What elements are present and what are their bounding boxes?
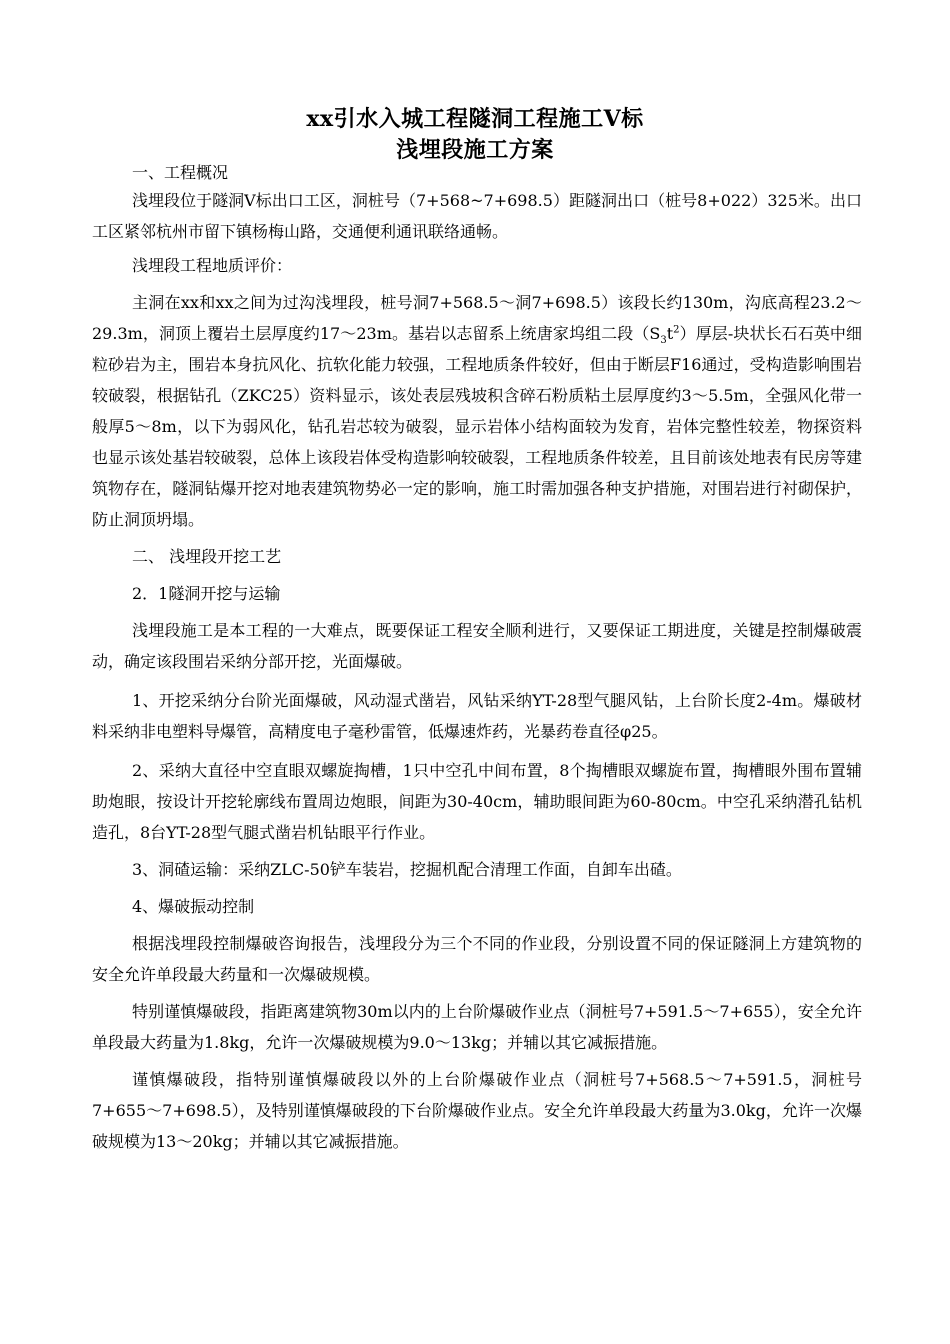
document-title-line2: 浅埋段施工方案 [396,137,554,163]
paragraph-special-caution: 特别谨慎爆破段，指距离建筑物30m以内的上台阶爆破作业点（洞桩号7+591.5～7+655），安全允许单段最大药量为1.8kg，允许一次爆破规模为9.0～13kg；并辅以其它减振措施。 [92,1002,862,1052]
paragraph-blast-report: 根据浅埋段控制爆破咨询报告，浅埋段分为三个不同的作业段，分别设置不同的保证隧洞上方建筑物的安全允许单段最大药量和一次爆破规模。 [92,934,862,984]
paragraph-item-1: 1、开挖采纳分台阶光面爆破，风动湿式凿岩，风钻采纳YT-28型气腿风钻，上台阶长度2-4m。爆破材料采纳非电塑料导爆管，高精度电子毫秒雷管，低爆速炸药，光暴药卷直径φ25。 [92,691,862,741]
formation-letter: t [666,324,674,343]
paragraph-item-2: 2、采纳大直径中空直眼双螺旋掏槽，1只中空孔中间布置，8个掏槽眼双螺旋布置，掏槽眼外围布置辅助炮眼，按设计开挖轮廓线布置周边炮眼，间距为30-40cm，辅助眼间距为60-80cm。中空孔采纳潜孔钻机造孔，8台YT-28型气腿式凿岩机钻眼平行作业。 [92,761,862,842]
document-body [92,160,862,1157]
paragraph-caution: 谨慎爆破段，指特别谨慎爆破段以外的上台阶爆破作业点（洞桩号7+568.5～7+591.5，洞桩号7+655～7+698.5），及特别谨慎爆破段的下台阶爆破作业点。安全允许单段最大药量为3.0kg，允许一次爆破规模为13～20kg；并辅以其它减振措施。 [92,1070,862,1151]
section-heading-overview: 一、工程概况 [132,163,229,182]
paragraph-location: 浅埋段位于隧洞Ⅴ标出口工区，洞桩号（7+568~7+698.5）距隧洞出口（桩号8+022）325米。出口工区紧邻杭州市留下镇杨梅山路，交通便利通讯联络通畅。 [92,191,862,241]
formation-superscript: 2 [673,324,680,336]
geology-text-part2: ）厚层-块状长石石英中细粒砂岩为主，围岩本身抗风化、抗软化能力较强，工程地质条件较好，但由于断层F16通过，受构造影响围岩较破裂，根据钻孔（ZKC25）资料显示，该处表层残坡积含碎石粉质粘土层厚度约3～5.5m，全强风化带一般厚5～8m，以下为弱风化，钻孔岩芯较为破裂，显示岩体小结构面较为发育，岩体完整性较差，物探资料也显示该处基岩较破裂，总体上该段岩体受构造影响较破裂，工程地质条件较差，且目前该处地表有民房等建筑物存在，隧洞钻爆开挖对地表建筑物势必一定的影响，施工时需加强各种支护措施，对围岩进行衬砌保护，防止洞顶坍塌。 [92,324,862,529]
document-title-line1: xx引水入城工程隧洞工程施工Ⅴ标 [306,106,644,132]
geology-text-part1: 主洞在xx和xx之间为过沟浅埋段，桩号洞7+568.5～洞7+698.5）该段长约130m，沟底高程23.2～29.3m，洞顶上覆岩土层厚度约17～23m。基岩以志留系上统唐家坞组二段（S [92,293,862,343]
paragraph-difficulty: 浅埋段施工是本工程的一大难点，既要保证工程安全顺利进行，又要保证工期进度，关键是控制爆破震动，确定该段围岩采纳分部开挖，光面爆破。 [92,621,862,671]
section-heading-excavation: 二、 浅埋段开挖工艺 [132,547,282,566]
subsection-heading-tunnel-excavation: 2．1隧洞开挖与运输 [132,584,281,603]
paragraph-item-4: 4、爆破振动控制 [132,897,255,916]
paragraph-item-3: 3、洞碴运输：采纳ZLC-50铲车装岩，挖掘机配合清理工作面，自卸车出碴。 [132,860,682,879]
paragraph-geology [92,287,862,535]
subheading-geology: 浅埋段工程地质评价： [132,256,293,275]
formation-subscript: 3 [660,335,667,347]
